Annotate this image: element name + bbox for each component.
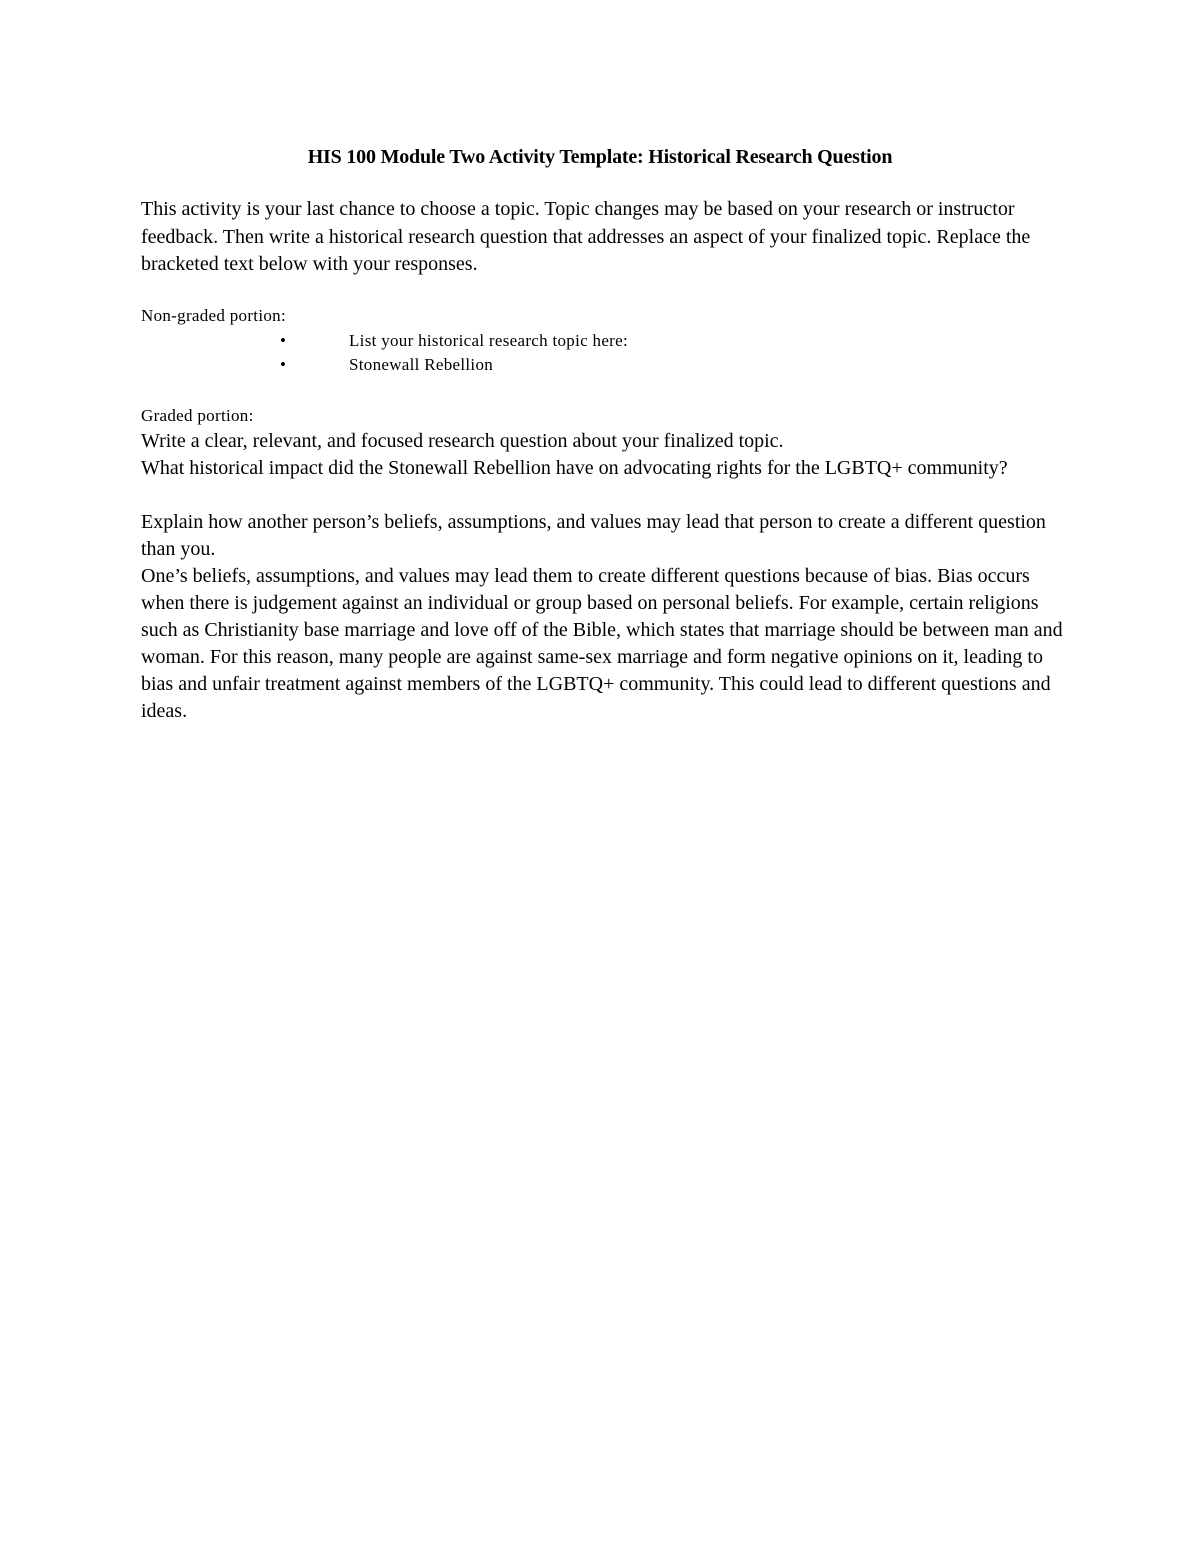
research-question-answer: What historical impact did the Stonewall Rebellion have on advocating rights for the LGBTQ+ community? [141,457,1008,479]
bullet-icon: • [280,355,287,374]
graded-content [141,428,1071,725]
perspective-answer: One’s beliefs, assumptions, and values may lead them to create different questions because of bias. Bias occurs when there is judgement against an individual or group based on personal beliefs. For example, certain religions such as Christianity base marriage and love off of the Bible, which states that marriage should be between man and woman. For this reason, many people are against same-sex marriage and form negative opinions on it, leading to bias and unfair treatment against members of the LGBTQ+ community. This could lead to different questions and ideas. [141,565,1063,722]
list-item [280,329,628,353]
topic-bullet-list [280,329,628,377]
intro-paragraph: This activity is your last chance to choose a topic. Topic changes may be based on your research or instructor feedback. Then write a historical research question that addresses an aspect of your finalized topic. Replace the bracketed text below with your responses. [141,198,1031,275]
perspective-prompt: Explain how another person’s beliefs, assumptions, and values may lead that person to create a different question than you. [141,511,1046,560]
graded-label: Graded portion: [141,406,254,425]
bullet-text: Stonewall Rebellion [349,355,494,374]
list-item [280,353,628,377]
bullet-text: List your historical research topic here: [349,331,629,350]
research-question-prompt: Write a clear, relevant, and focused research question about your finalized topic. [141,430,784,452]
non-graded-label: Non-graded portion: [141,306,286,325]
bullet-icon: • [280,331,287,350]
document-title: HIS 100 Module Two Activity Template: Historical Research Question [307,146,893,168]
